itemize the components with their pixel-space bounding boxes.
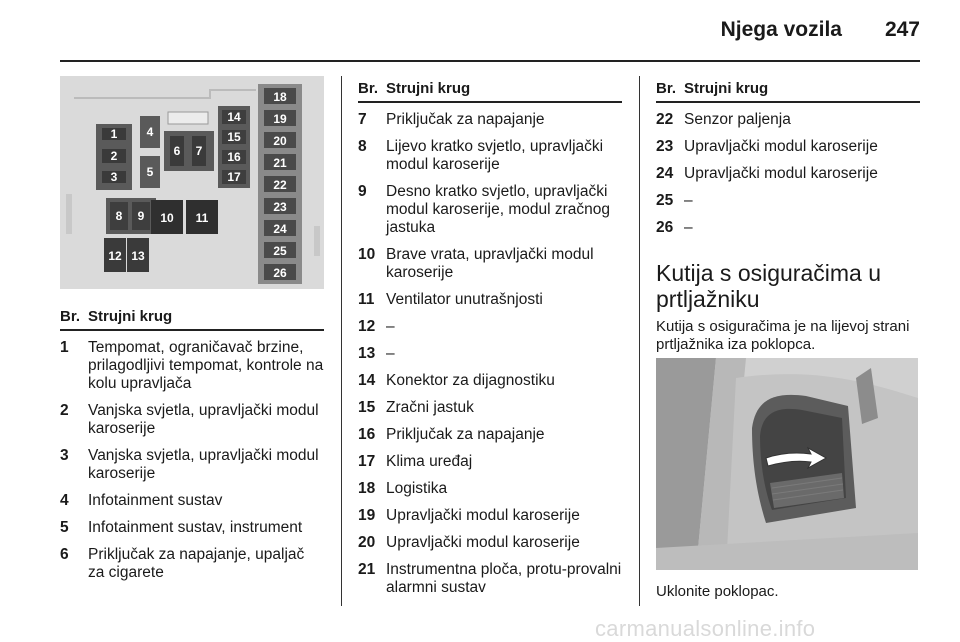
fuse-circuit: Infotainment sustav xyxy=(88,492,223,509)
fuse-label: 9 xyxy=(137,209,145,223)
fuse-box-diagram xyxy=(60,76,324,289)
fuse-list-col1 xyxy=(60,330,324,582)
fuse-row xyxy=(60,492,324,510)
fuse-row xyxy=(656,165,920,183)
fuse-circuit: Vanjska svjetla, upravljački modul karoserije xyxy=(88,402,319,437)
fuse-circuit: Upravljački modul karoserije xyxy=(684,165,878,182)
fuse-circuit: Brave vrata, upravljački modul karoserije xyxy=(386,246,594,281)
fuse-circuit: Lijevo kratko svjetlo, upravljački modul karoserije xyxy=(386,138,604,173)
fuse-circuit: Upravljački modul karoserije xyxy=(386,534,580,551)
column-divider xyxy=(639,76,640,606)
fuse-number: 24 xyxy=(656,165,674,182)
fuse-row xyxy=(656,111,920,129)
fuse-row xyxy=(358,111,622,129)
fuse-circuit: Infotainment sustav, instrument xyxy=(88,519,303,536)
header-circuit: Strujni krug xyxy=(88,308,173,325)
fuse-circuit: – xyxy=(386,318,395,335)
fuse-number: 8 xyxy=(358,138,367,155)
fuse-row xyxy=(60,402,324,438)
fuse-row xyxy=(358,426,622,444)
trunk-cover-illustration xyxy=(656,358,918,570)
fuse-number: 25 xyxy=(656,192,674,209)
fuse-row xyxy=(358,534,622,552)
header-num: Br. xyxy=(358,80,379,97)
fuse-number: 16 xyxy=(358,426,376,443)
fuse-row xyxy=(358,246,622,282)
fuse-number: 17 xyxy=(358,453,376,470)
fuse-row xyxy=(358,480,622,498)
fuse-circuit: Senzor paljenja xyxy=(684,111,791,128)
fuse-circuit: Priključak za napajanje xyxy=(386,426,545,443)
fuse-circuit: Tempomat, ograničavač brzine, prilagodljivi tempomat, kontrole na kolu upravljača xyxy=(88,339,324,392)
header-circuit: Strujni krug xyxy=(386,80,471,97)
fuse-number: 9 xyxy=(358,183,367,200)
fuse-row xyxy=(656,219,920,237)
fuse-circuit: Upravljački modul karoserije xyxy=(684,138,878,155)
fuse-label: 11 xyxy=(195,211,209,225)
header-circuit: Strujni krug xyxy=(684,80,769,97)
fuse-label: 14 xyxy=(227,110,241,124)
fuse-box-illustration xyxy=(60,76,324,289)
fuse-label: 16 xyxy=(227,150,241,164)
fuse-row xyxy=(358,345,622,363)
fuse-number: 10 xyxy=(358,246,376,263)
fuse-row xyxy=(358,372,622,390)
fuse-number: 19 xyxy=(358,507,376,524)
fuse-row xyxy=(358,453,622,471)
fuse-number: 11 xyxy=(358,291,375,308)
fuse-label: 19 xyxy=(273,112,287,126)
fuse-row xyxy=(358,507,622,525)
fuse-circuit: – xyxy=(684,219,693,236)
fuse-number: 15 xyxy=(358,399,376,416)
fuse-label: 20 xyxy=(273,134,287,148)
fuse-label: 6 xyxy=(173,144,181,158)
fuse-label: 8 xyxy=(115,209,123,223)
fuse-number: 5 xyxy=(60,519,69,536)
page-number: 247 xyxy=(884,18,920,41)
fuse-number: 21 xyxy=(358,561,376,578)
fuse-number: 13 xyxy=(358,345,376,362)
column-divider xyxy=(341,76,342,606)
section-heading: Kutija s osiguračima u prtljažniku xyxy=(656,260,881,312)
fuse-number: 12 xyxy=(358,318,376,335)
table-header xyxy=(358,80,622,103)
fuse-circuit: Desno kratko svjetlo, upravljački modul karoserije, modul zračnog jastuka xyxy=(386,183,610,236)
fuse-circuit: – xyxy=(386,345,395,362)
fuse-row xyxy=(60,447,324,483)
fuse-label: 5 xyxy=(146,165,154,179)
fuse-number: 6 xyxy=(60,546,69,563)
fuse-row xyxy=(656,138,920,156)
fuse-circuit: Ventilator unutrašnjosti xyxy=(386,291,543,308)
fuse-number: 20 xyxy=(358,534,376,551)
fuse-number: 22 xyxy=(656,111,674,128)
fuse-label: 7 xyxy=(195,144,203,158)
fuse-number: 26 xyxy=(656,219,674,236)
fuse-label: 23 xyxy=(273,200,287,214)
fuse-label: 12 xyxy=(108,249,122,263)
fuse-label: 4 xyxy=(146,125,154,139)
fuse-circuit: Priključak za napajanje xyxy=(386,111,545,128)
fuse-number: 14 xyxy=(358,372,376,389)
fuse-label: 1 xyxy=(110,127,118,141)
fuse-row xyxy=(656,192,920,210)
fuse-label: 3 xyxy=(110,170,118,184)
table-header xyxy=(60,308,324,331)
fuse-row xyxy=(358,138,622,174)
fuse-label: 2 xyxy=(110,149,118,163)
fuse-circuit: Priključak za napajanje, upaljač za cigarete xyxy=(88,546,305,581)
fuse-circuit: – xyxy=(684,192,693,209)
fuse-circuit: Zračni jastuk xyxy=(386,399,474,416)
fuse-circuit: Logistika xyxy=(386,480,448,497)
fuse-label: 17 xyxy=(227,170,241,184)
trunk-fuse-box-photo xyxy=(656,358,918,570)
fuse-label: 25 xyxy=(273,244,287,258)
page-header-title: Njega vozila xyxy=(720,18,842,41)
fuse-circuit: Instrumentna ploča, protu-provalni alarmni sustav xyxy=(386,561,622,596)
fuse-number: 23 xyxy=(656,138,674,155)
photo-caption: Uklonite poklopac. xyxy=(656,583,779,600)
fuse-circuit: Klima uređaj xyxy=(386,453,473,470)
fuse-number: 1 xyxy=(60,339,69,356)
section-intro: Kutija s osiguračima je na lijevoj strani prtljažnika iza poklopca. xyxy=(656,318,910,353)
fuse-label: 21 xyxy=(273,156,287,170)
fuse-row xyxy=(358,291,622,309)
fuse-number: 2 xyxy=(60,402,69,419)
fuse-row xyxy=(358,399,622,417)
fuse-row xyxy=(60,546,324,582)
header-num: Br. xyxy=(60,308,81,325)
fuse-label: 22 xyxy=(273,178,287,192)
header-rule xyxy=(60,60,920,62)
watermark: carmanualsonline.info xyxy=(595,616,816,641)
fuse-label: 10 xyxy=(160,211,174,225)
fuse-circuit: Upravljački modul karoserije xyxy=(386,507,580,524)
table-header xyxy=(656,80,920,103)
fuse-circuit: Vanjska svjetla, upravljački modul karoserije xyxy=(88,447,319,482)
fuse-label: 15 xyxy=(227,130,241,144)
fuse-number: 18 xyxy=(358,480,376,497)
header-num: Br. xyxy=(656,80,677,97)
fuse-label: 26 xyxy=(273,266,287,280)
fuse-row xyxy=(60,339,324,393)
fuse-list-col3 xyxy=(656,102,920,237)
fuse-list-col2 xyxy=(358,102,622,597)
fuse-label: 13 xyxy=(131,249,145,263)
fuse-row xyxy=(60,519,324,537)
fuse-number: 4 xyxy=(60,492,69,509)
fuse-label: 18 xyxy=(273,90,287,104)
fuse-row xyxy=(358,561,622,597)
fuse-number: 3 xyxy=(60,447,69,464)
fuse-row xyxy=(358,318,622,336)
fuse-number: 7 xyxy=(358,111,367,128)
fuse-circuit: Konektor za dijagnostiku xyxy=(386,372,555,389)
fuse-row xyxy=(358,183,622,237)
fuse-label: 24 xyxy=(273,222,287,236)
